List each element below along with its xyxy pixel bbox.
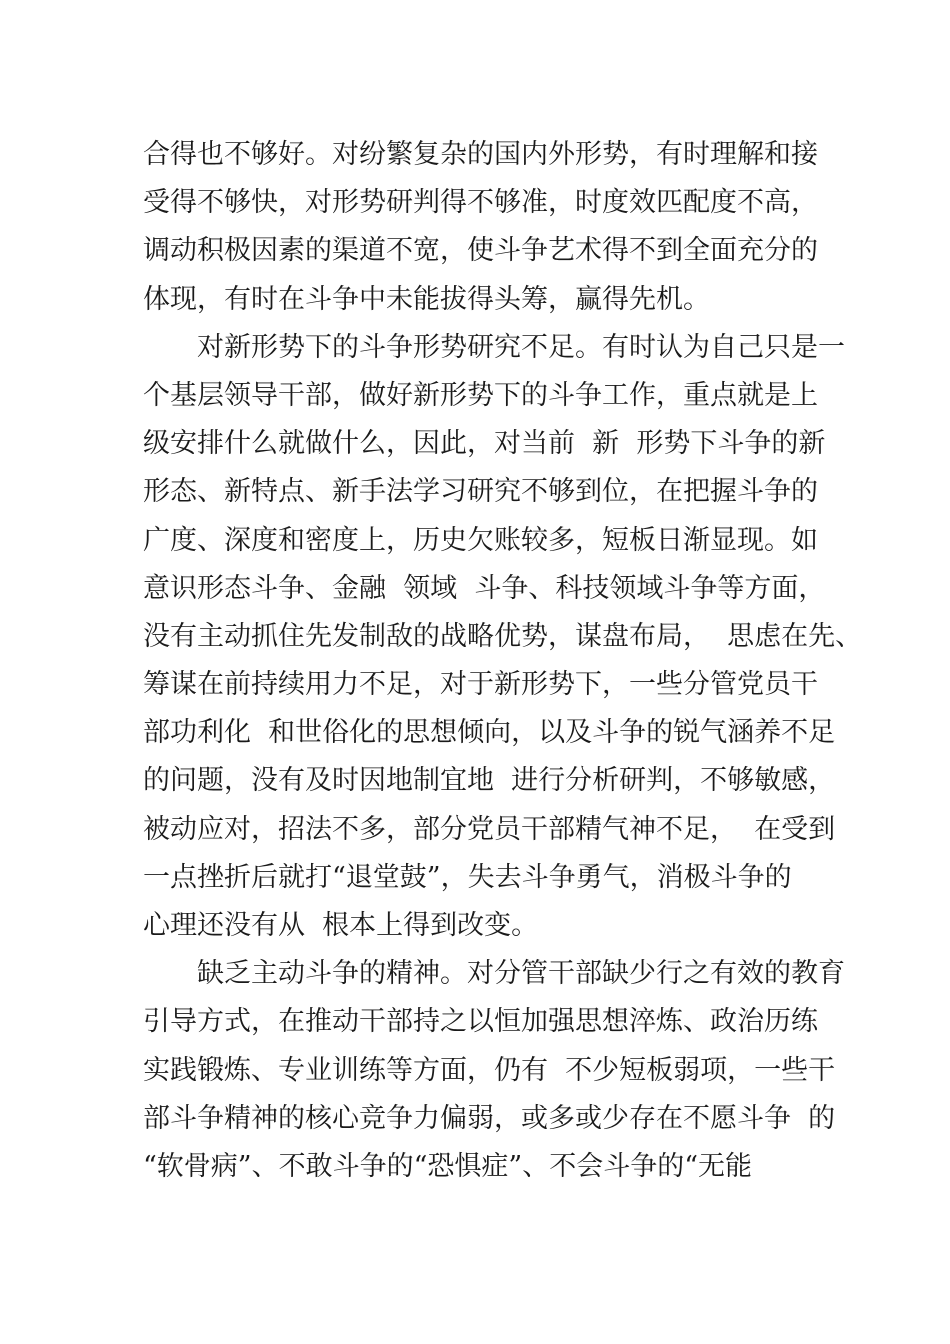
document-body <box>143 131 863 1191</box>
text-line: 部功利化 和世俗化的思想倾向，以及斗争的锐气涵养不足 <box>143 717 836 749</box>
text-line: 部斗争精神的核心竞争力偏弱，或多或少存在不愿斗争 的 <box>143 1102 836 1134</box>
text-line: 缺乏主动斗争的精神。对分管干部缺少行之有效的教育 <box>197 958 845 990</box>
text-line: 级安排什么就做什么，因此，对当前 新 形势下斗争的新 <box>143 428 826 460</box>
text-line: 受得不够快，对形势研判得不够准，时度效匹配度不高， <box>143 187 818 219</box>
text-line: 个基层领导干部，做好新形势下的斗争工作，重点就是上 <box>143 379 818 411</box>
text-line: 一点挫折后就打“退堂鼓”，失去斗争勇气，消极斗争的 <box>143 861 792 893</box>
text-line: 形态、新特点、新手法学习研究不够到位，在把握斗争的 <box>143 476 818 508</box>
text-line: 意识形态斗争、金融 领域 斗争、科技领域斗争等方面， <box>143 572 826 604</box>
text-line: 广度、深度和密度上，历史欠账较多，短板日渐显现。如 <box>143 524 818 556</box>
paragraph-2 <box>143 324 863 950</box>
text-line: 实践锻炼、专业训练等方面，仍有 不少短板弱项，一些干 <box>143 1054 836 1086</box>
text-line: 引导方式，在推动干部持之以恒加强思想淬炼、政治历练 <box>143 1006 818 1038</box>
text-line: 被动应对，招法不多，部分党员干部精气神不足， 在受到 <box>143 813 836 845</box>
text-line: 调动积极因素的渠道不宽，使斗争艺术得不到全面充分的 <box>143 235 818 267</box>
text-line: 合得也不够好。对纷繁复杂的国内外形势，有时理解和接 <box>143 139 818 170</box>
text-line: 对新形势下的斗争形势研究不足。有时认为自己只是一 <box>197 331 845 363</box>
text-line: 的问题，没有及时因地制宜地 进行分析研判，不够敏感， <box>143 765 836 797</box>
text-line: 筹谋在前持续用力不足，对于新形势下，一些分管党员干 <box>143 669 818 701</box>
text-line: 没有主动抓住先发制敌的战略优势，谋盘布局， 思虑在先、 <box>143 620 863 652</box>
paragraph-3 <box>143 950 843 1191</box>
text-line: 心理还没有从 根本上得到改变。 <box>143 910 539 941</box>
paragraph-1 <box>143 131 843 324</box>
text-line: “软骨病”、不敢斗争的“恐惧症”、不会斗争的“无能 <box>143 1150 753 1182</box>
text-line: 体现，有时在斗争中未能拔得头筹，赢得先机。 <box>143 283 710 315</box>
